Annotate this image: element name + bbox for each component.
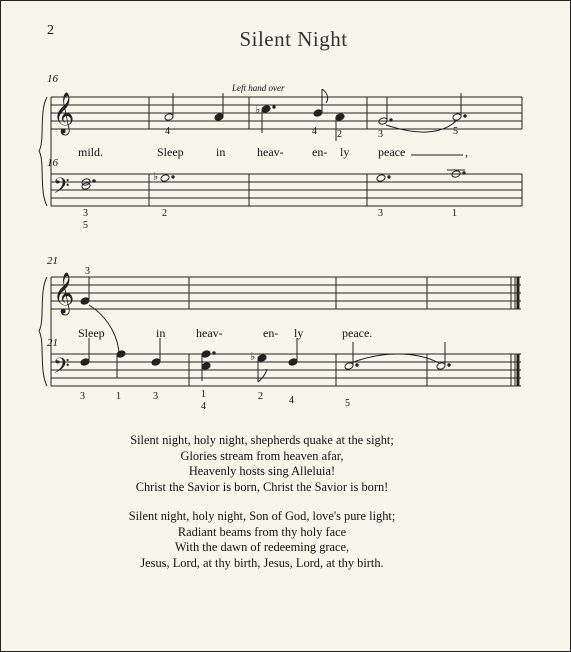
svg-text:♭: ♭	[153, 170, 159, 183]
note-head	[436, 362, 446, 371]
fingering: 1	[116, 391, 121, 402]
note-head	[80, 358, 90, 367]
note-head	[335, 113, 345, 122]
note-head	[81, 182, 91, 191]
lyric: ly	[294, 326, 304, 340]
lyric: Sleep	[78, 326, 105, 340]
lyric: mild.	[78, 145, 104, 159]
fingering: 2	[258, 391, 263, 402]
lyric: in	[216, 145, 226, 159]
note-head	[344, 362, 354, 371]
annotation-left-hand-over: Left hand over	[232, 83, 285, 93]
measure-number: 21	[47, 255, 58, 267]
fingering: 3	[153, 391, 158, 402]
note-head	[313, 109, 323, 118]
svg-text:♭: ♭	[255, 103, 261, 116]
note-head	[116, 350, 126, 359]
fingering: 1	[201, 389, 206, 400]
note-head	[257, 354, 267, 363]
song-title: Silent Night	[239, 27, 348, 51]
lyric: Sleep	[157, 145, 184, 159]
verse-1	[1, 433, 523, 495]
svg-text:♭: ♭	[250, 350, 256, 363]
lyric: peace.	[342, 326, 373, 340]
verse-line: Radiant beams from thy holy face	[177, 524, 347, 539]
note-head	[376, 174, 386, 183]
verse-line: Christ the Savior is born, Christ the Savior is born!	[135, 479, 389, 494]
fingering: 4	[165, 126, 170, 137]
note-head	[151, 358, 161, 367]
verse-line: Silent night, holy night, Son of God, love's pure light;	[128, 509, 396, 523]
note-head	[160, 174, 170, 183]
fingering: 3	[378, 208, 383, 219]
fingering: 5	[345, 398, 350, 409]
fingering: 4	[201, 401, 206, 412]
system-1-staff-lines	[51, 97, 522, 206]
note-head	[288, 358, 298, 367]
verse-line: Silent night, holy night, shepherds quake at the sight;	[130, 433, 394, 447]
final-double-barline	[515, 277, 518, 386]
note-head	[201, 362, 211, 371]
note-head	[164, 113, 174, 122]
lyric: heav-	[257, 145, 284, 159]
lyric: en-	[312, 145, 328, 159]
measure-number: 16	[47, 157, 58, 169]
lyric: ly	[340, 145, 350, 159]
note-head	[452, 113, 462, 122]
system-1-brace	[39, 97, 47, 206]
fingering: 3	[80, 391, 85, 402]
system-2-staff-lines	[51, 277, 521, 386]
lyric: ,	[465, 145, 468, 159]
fingering: 1	[452, 208, 457, 219]
fingering: 5	[453, 126, 458, 137]
measure-number: 21	[47, 337, 58, 349]
fingering: 4	[289, 395, 294, 406]
verse-line: Jesus, Lord, at thy birth, Jesus, Lord, at thy birth.	[140, 555, 384, 570]
fingering: 3	[83, 208, 88, 219]
note-head	[261, 105, 271, 114]
verse-2	[1, 509, 523, 571]
fingering: 2	[162, 208, 167, 219]
system-2-brace	[39, 277, 47, 386]
page-number: 2	[47, 23, 54, 38]
fingering: 4	[312, 126, 317, 137]
lyric: heav-	[196, 326, 223, 340]
verse-line: With the dawn of redeeming grace,	[174, 540, 350, 554]
fingering: 3	[85, 266, 90, 277]
verse-line: Heavenly hosts sing Alleluia!	[188, 464, 336, 478]
treble-clef: 𝄞	[53, 273, 75, 314]
note-head	[201, 350, 211, 359]
fingering: 2	[337, 129, 342, 140]
bass-clef: 𝄢	[53, 354, 70, 384]
treble-clef: 𝄞	[53, 93, 75, 134]
note-head	[214, 113, 224, 122]
lyric: en-	[263, 326, 279, 340]
lyric: in	[156, 326, 166, 340]
verse-line: Glories stream from heaven afar,	[180, 448, 344, 463]
fingering: 3	[378, 129, 383, 140]
lyric: peace	[378, 145, 406, 159]
fingering: 5	[83, 220, 88, 231]
note-head	[80, 297, 90, 306]
tie-half-notes-m19	[386, 121, 456, 132]
bass-clef: 𝄢	[53, 174, 70, 204]
measure-number: 16	[47, 73, 58, 85]
